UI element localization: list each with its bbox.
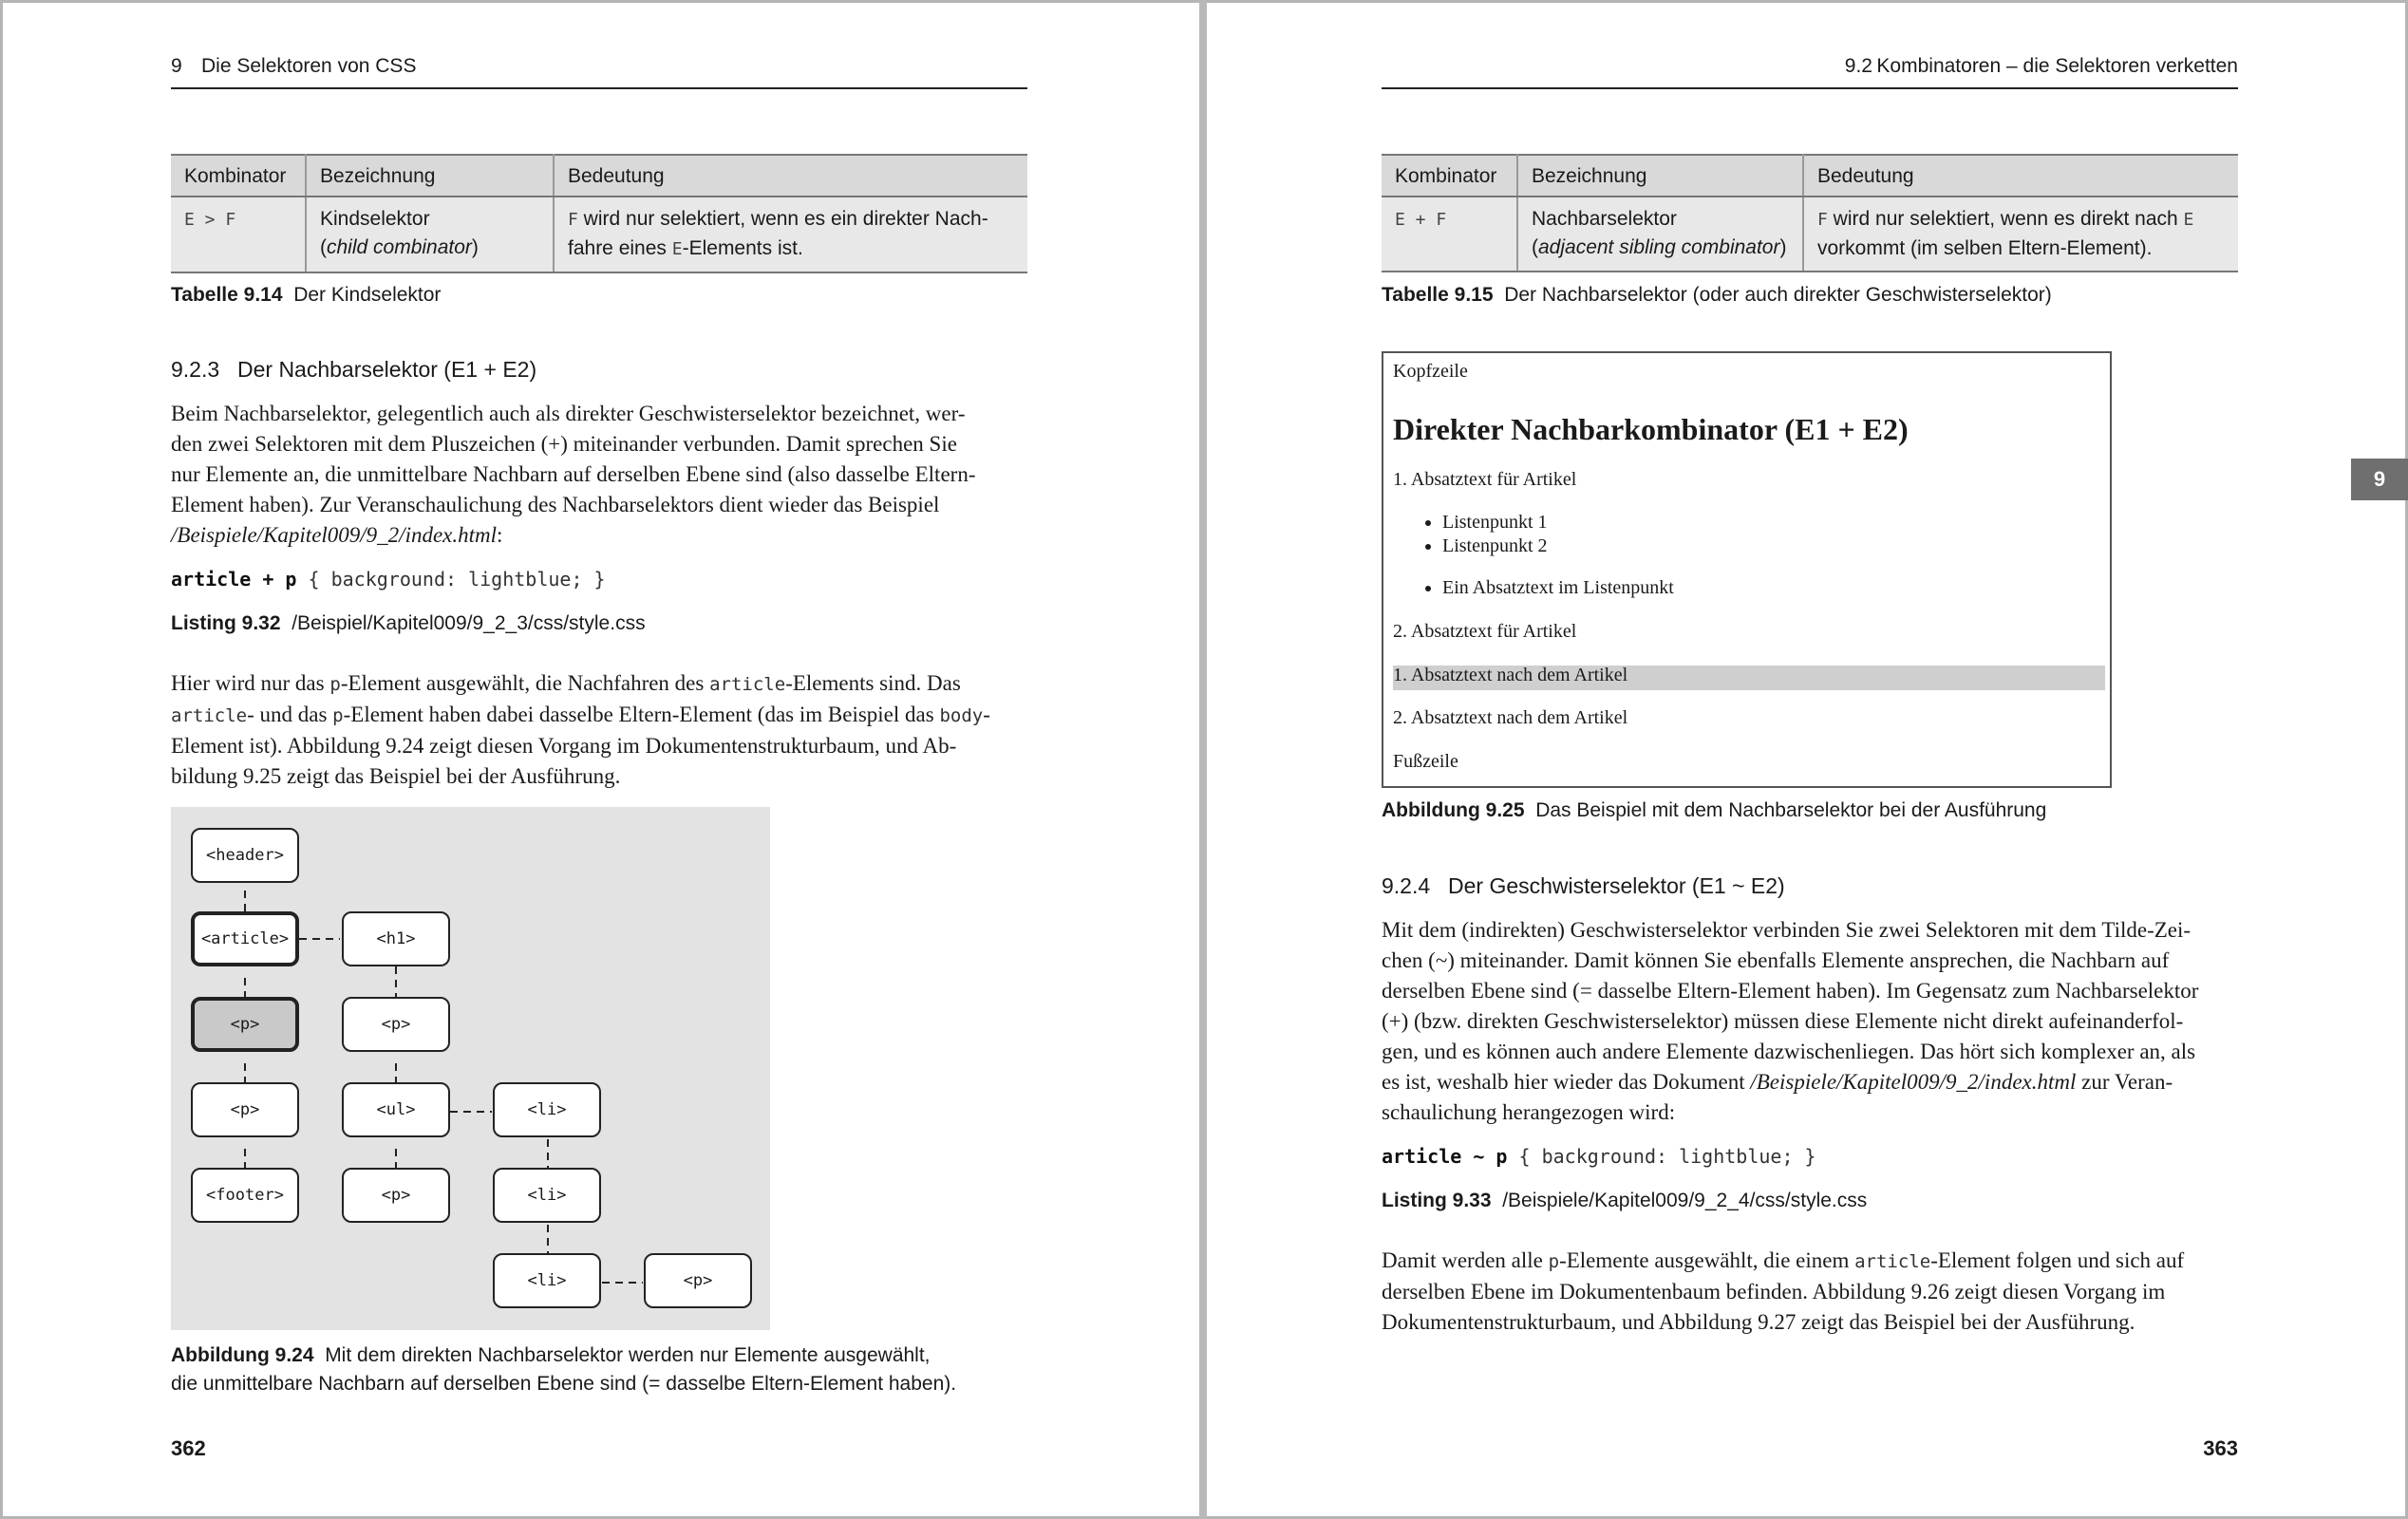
column-header: Kombinator	[171, 155, 306, 197]
section-number: 9.2.4	[1382, 873, 1431, 898]
meaning-text: fahre eines	[568, 237, 672, 259]
combinator-code: E + F	[1395, 210, 1447, 230]
text-line	[1382, 1246, 2238, 1277]
selector-name: Nachbarselektor	[1532, 208, 1677, 230]
inline-code: p	[1548, 1251, 1560, 1272]
inline-code: p	[332, 705, 344, 726]
body-paragraph	[171, 399, 1027, 551]
chapter-thumb-tab: 9	[2351, 459, 2408, 500]
inline-code: article	[1854, 1251, 1931, 1272]
caption-label: Tabelle 9.15	[1382, 284, 1494, 306]
tree-node-footer: <footer>	[191, 1168, 299, 1223]
paren: )	[1779, 236, 1787, 258]
column-header: Bezeichnung	[1517, 155, 1803, 197]
text-run: -Element ausgewählt, die Nachfahren des	[340, 671, 710, 695]
running-header-left	[171, 55, 1027, 89]
table-row	[171, 197, 1027, 272]
inline-code: p	[329, 674, 341, 695]
code-declaration: { background: lightblue; }	[1507, 1145, 1816, 1168]
text-run: -	[983, 703, 990, 726]
section-title: Kombinatoren – die Selektoren verketten	[1876, 55, 2238, 77]
text-line: nur Elemente an, die unmittelbare Nachbarn auf derselben Ebene sind (also dasselbe Eltern-	[171, 462, 976, 486]
page-number: 363	[2203, 1436, 2238, 1460]
punctuation: :	[497, 523, 503, 547]
text-line	[171, 1341, 956, 1370]
rendered-paragraph-highlighted: 1. Absatztext nach dem Artikel	[1393, 665, 1628, 685]
tree-node-p: <p>	[342, 997, 450, 1052]
rendered-header-text: Kopfzeile	[1393, 361, 1468, 382]
section-title: Der Nachbarselektor (E1 + E2)	[237, 357, 537, 382]
rendered-list-item: • Ein Absatztext im Listenpunkt	[1442, 576, 1674, 600]
listing-caption	[1382, 1187, 1867, 1215]
text-run: -Elements sind. Das	[785, 671, 961, 695]
text-run: Hier wird nur das	[171, 671, 330, 695]
file-path: /Beispiele/Kapitel009/9_2/index.html	[1750, 1070, 2077, 1094]
caption-label: Listing 9.33	[1382, 1190, 1492, 1211]
table-caption	[1382, 281, 2052, 309]
text-line	[171, 520, 1027, 551]
text-run: -Element haben dabei dasselbe Eltern-Element (das im Beispiel das	[343, 703, 940, 726]
rendered-paragraph: 2. Absatztext nach dem Artikel	[1393, 707, 1628, 728]
column-header: Bedeutung	[554, 155, 1027, 197]
tree-connectors	[171, 807, 770, 1330]
table-cell	[306, 197, 554, 272]
section-number: 9.2.3	[171, 357, 220, 382]
tree-node-article: <article>	[191, 911, 299, 966]
code-selector: article ~ p	[1382, 1145, 1508, 1168]
left-page	[171, 0, 1027, 1519]
rendered-list-item: • Listenpunkt 1	[1442, 511, 1548, 534]
caption-label: Tabelle 9.14	[171, 284, 283, 306]
page-number: 362	[171, 1436, 206, 1460]
text-line: bildung 9.25 zeigt das Beispiel bei der Ausführung.	[171, 764, 621, 788]
table-cell	[1382, 197, 1517, 272]
inline-code: article	[171, 705, 248, 726]
paren: )	[471, 236, 479, 258]
book-gutter	[1199, 0, 1207, 1519]
meaning-text: wird nur selektiert, wenn es ein direkter Nach-	[577, 208, 988, 230]
text-line	[171, 668, 1027, 700]
caption-text: /Beispiel/Kapitel009/9_2_3/css/style.css	[292, 612, 646, 634]
figure-caption	[1382, 797, 2046, 825]
paren: (	[1532, 236, 1538, 258]
code-snippet	[171, 568, 606, 591]
caption-label: Abbildung 9.24	[171, 1344, 314, 1366]
section-number: 9.2	[1844, 55, 1872, 77]
inline-code: article	[709, 674, 786, 695]
text-run: -Element folgen und sich auf	[1930, 1248, 2185, 1272]
caption-text: Der Nachbarselektor (oder auch direkter Geschwisterselektor)	[1504, 284, 2052, 306]
inline-code: F	[568, 210, 578, 230]
text-line: Dokumentenstrukturbaum, und Abbildung 9.27 zeigt das Beispiel bei der Ausführung.	[1382, 1310, 2135, 1334]
tree-node-p: <p>	[644, 1253, 752, 1308]
text-line: Beim Nachbarselektor, gelegentlich auch als direkter Geschwisterselektor bezeichnet, wer-	[171, 402, 966, 425]
text-run: Damit werden alle	[1382, 1248, 1549, 1272]
text-line	[1382, 1067, 2238, 1097]
inline-code: E	[2183, 210, 2194, 230]
text-line	[171, 700, 1027, 731]
combinator-code: E > F	[184, 210, 236, 230]
table-caption	[171, 281, 441, 309]
tree-node-header: <header>	[191, 828, 299, 883]
section-title: Der Geschwisterselektor (E1 ~ E2)	[1448, 873, 1785, 898]
listing-caption	[171, 609, 646, 638]
rendered-list	[1442, 576, 1674, 600]
text-line: Element ist). Abbildung 9.24 zeigt diesen Vorgang im Dokumentenstrukturbaum, und Ab-	[171, 734, 957, 758]
tree-node-p-selected: <p>	[191, 997, 299, 1052]
document-tree-diagram	[171, 807, 770, 1330]
combinator-table-child	[171, 154, 1027, 273]
selector-name-english: adjacent sibling combinator	[1538, 236, 1780, 258]
text-run: es ist, weshalb hier wieder das Dokument	[1382, 1070, 1751, 1094]
paren: (	[320, 236, 327, 258]
tree-node-p: <p>	[191, 1082, 299, 1137]
rendered-list-item: • Listenpunkt 2	[1442, 534, 1548, 558]
text-line: chen (~) miteinander. Damit können Sie ebenfalls Elemente ansprechen, die Nachbarn auf	[1382, 948, 2170, 972]
code-snippet	[1382, 1145, 1816, 1168]
text-line: Mit dem (indirekten) Geschwisterselektor verbinden Sie zwei Selektoren mit dem Tilde-Zei-	[1382, 918, 2192, 942]
right-page	[1382, 0, 2238, 1519]
column-header: Kombinator	[1382, 155, 1517, 197]
text-run: - und das	[247, 703, 333, 726]
rendered-list	[1442, 511, 1548, 558]
tree-node-h1: <h1>	[342, 911, 450, 966]
figure-caption	[171, 1341, 956, 1398]
selector-name: Kindselektor	[320, 208, 430, 230]
code-selector: article + p	[171, 568, 297, 591]
table-header-row	[171, 155, 1027, 197]
meaning-text: wird nur selektiert, wenn es direkt nach	[1827, 208, 2184, 230]
body-paragraph	[1382, 915, 2238, 1128]
inline-code: F	[1817, 210, 1828, 230]
section-heading	[171, 357, 536, 383]
tree-node-ul: <ul>	[342, 1082, 450, 1137]
text-line: (+) (bzw. direkten Geschwisterselektor) müssen diese Elemente nicht direkt aufeinanderfol-	[1382, 1009, 2184, 1033]
combinator-table-adjacent	[1382, 154, 2238, 272]
browser-rendering-figure	[1382, 351, 2112, 788]
rendered-h1: Direkter Nachbarkombinator (E1 + E2)	[1393, 412, 1909, 446]
chapter-title: Die Selektoren von CSS	[201, 55, 417, 77]
caption-text: die unmittelbare Nachbarn auf derselben Ebene sind (= dasselbe Eltern-Element haben).	[171, 1373, 957, 1395]
inline-code: E	[671, 239, 683, 259]
table-row	[1382, 197, 2238, 272]
selector-name-english: child combinator	[327, 236, 472, 258]
column-header: Bezeichnung	[306, 155, 554, 197]
text-line: derselben Ebene im Dokumentenbaum befinden. Abbildung 9.26 zeigt diesen Vorgang im	[1382, 1280, 2166, 1303]
body-paragraph	[171, 668, 1027, 792]
column-header: Bedeutung	[1803, 155, 2238, 197]
caption-text: Der Kindselektor	[293, 284, 442, 306]
tree-node-li: <li>	[493, 1253, 601, 1308]
file-path: /Beispiele/Kapitel009/9_2/index.html	[171, 523, 498, 547]
text-line: schaulichung herangezogen wird:	[1382, 1100, 1676, 1124]
running-header-right	[1382, 55, 2238, 89]
tree-node-li: <li>	[493, 1168, 601, 1223]
table-cell	[554, 197, 1027, 272]
caption-text: Das Beispiel mit dem Nachbarselektor bei der Ausführung	[1535, 799, 2047, 821]
section-heading	[1382, 873, 1785, 899]
table-cell	[1517, 197, 1803, 272]
meaning-text: -Elements ist.	[682, 237, 803, 259]
text-line: gen, und es können auch andere Elemente dazwischenliegen. Das hört sich komplexer an, als	[1382, 1040, 2196, 1063]
rendered-paragraph: 2. Absatztext für Artikel	[1393, 621, 1577, 642]
text-run: zur Veran-	[2076, 1070, 2173, 1094]
meaning-text: vorkommt (im selben Eltern-Element).	[1817, 237, 2153, 259]
text-line: Element haben). Zur Veranschaulichung des Nachbarselektors dient wieder das Beispiel	[171, 493, 940, 516]
caption-label: Abbildung 9.25	[1382, 799, 1525, 821]
tree-node-p: <p>	[342, 1168, 450, 1223]
rendered-footer-text: Fußzeile	[1393, 751, 1458, 772]
caption-label: Listing 9.32	[171, 612, 281, 634]
tree-node-li: <li>	[493, 1082, 601, 1137]
table-cell	[1803, 197, 2238, 272]
body-paragraph	[1382, 1246, 2238, 1338]
code-declaration: { background: lightblue; }	[296, 568, 606, 591]
caption-text: Mit dem direkten Nachbarselektor werden nur Elemente ausgewählt,	[325, 1344, 931, 1366]
caption-text: /Beispiele/Kapitel009/9_2_4/css/style.css	[1502, 1190, 1868, 1211]
rendered-paragraph: 1. Absatztext für Artikel	[1393, 469, 1577, 490]
text-line: derselben Ebene sind (= dasselbe Eltern-Element haben). Im Gegensatz zum Nachbarselektor	[1382, 979, 2199, 1003]
table-cell	[171, 197, 306, 272]
text-line: den zwei Selektoren mit dem Pluszeichen (+) miteinander verbunden. Damit sprechen Sie	[171, 432, 957, 456]
table-header-row	[1382, 155, 2238, 197]
text-run: -Elemente ausgewählt, die einem	[1559, 1248, 1855, 1272]
chapter-number: 9	[171, 55, 182, 77]
inline-code: body	[939, 705, 984, 726]
